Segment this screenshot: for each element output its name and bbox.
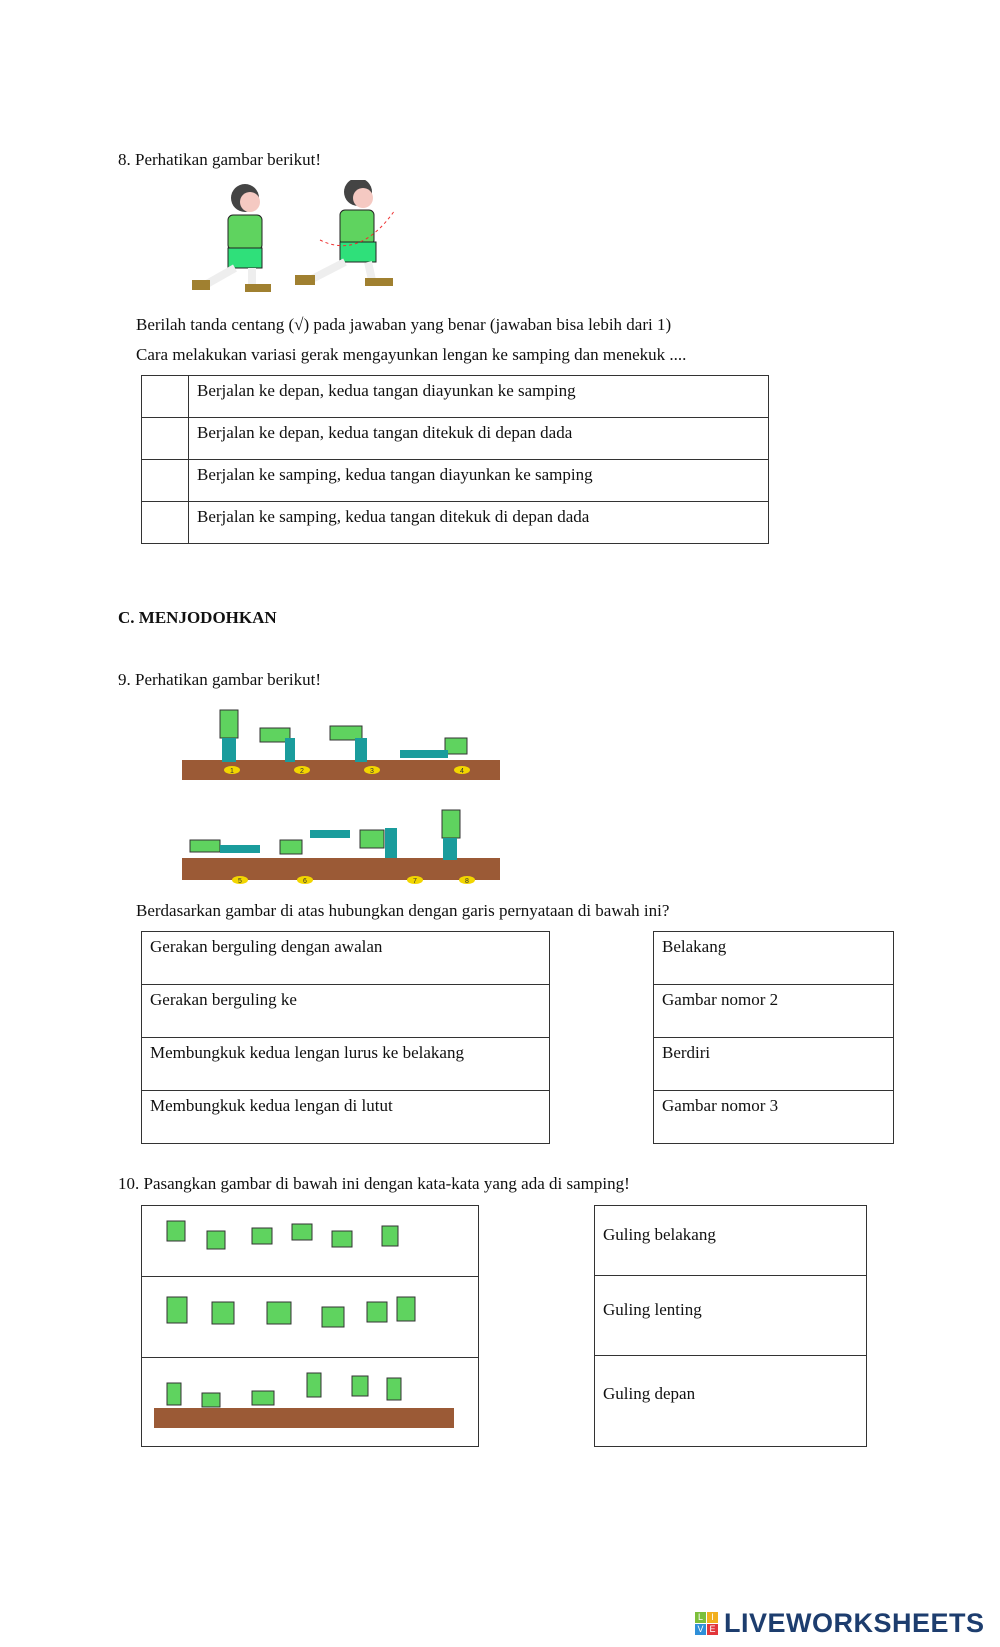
answer-cell[interactable]: Gambar nomor 2 [654,985,894,1038]
option-text: Berjalan ke samping, kedua tangan diayunkan ke samping [189,460,769,502]
handspring-image [142,1358,478,1447]
forward-roll-image [142,1206,478,1276]
checkbox-cell[interactable] [142,460,189,502]
step-number: 6 [303,878,307,885]
walking-boy-1 [192,184,271,292]
step-number: 7 [413,878,417,885]
option-text: Berjalan ke depan, kedua tangan diayunkan ke samping [189,376,769,418]
backward-roll-image [142,1277,478,1357]
checkbox-cell[interactable] [142,376,189,418]
option-text: Berjalan ke samping, kedua tangan ditekuk di depan dada [189,502,769,544]
step-number: 8 [465,878,469,885]
q8-title: 8. Perhatikan gambar berikut! [118,150,321,169]
q8-options-table [141,375,769,544]
q9-left-table [141,931,550,1144]
walking-boy-2 [295,180,395,286]
checkbox-cell[interactable] [142,418,189,460]
statement-cell[interactable]: Membungkuk kedua lengan di lutut [142,1091,550,1144]
answer-cell[interactable]: Gambar nomor 3 [654,1091,894,1144]
q8-walking-figures-image [180,180,420,295]
checkbox-cell[interactable] [142,502,189,544]
logo-icon: L I V E [695,1612,721,1636]
step-number: 2 [300,768,304,775]
q10-words-table [594,1205,867,1447]
liveworksheets-logo [695,1608,985,1639]
step-number: 1 [230,768,234,775]
q9-roll-sequence-image [180,700,505,890]
word-cell[interactable]: Guling lenting [595,1276,866,1356]
q8-question: Cara melakukan variasi gerak mengayunkan lengan ke samping dan menekuk .... [136,345,687,364]
answer-cell[interactable]: Berdiri [654,1038,894,1091]
step-number: 5 [238,878,242,885]
q8-instruction: Berilah tanda centang (√) pada jawaban yang benar (jawaban bisa lebih dari 1) [136,315,672,334]
image-cell-3[interactable] [142,1358,478,1447]
answer-cell[interactable]: Belakang [654,932,894,985]
q10-title: 10. Pasangkan gambar di bawah ini dengan kata-kata yang ada di samping! [118,1174,630,1193]
step-number: 3 [370,768,374,775]
option-row [142,502,769,544]
option-row [142,418,769,460]
word-cell[interactable]: Guling belakang [595,1206,866,1276]
statement-cell[interactable]: Gerakan berguling ke [142,985,550,1038]
section-c-heading: C. MENJODOHKAN [118,608,277,627]
q9-instruction: Berdasarkan gambar di atas hubungkan dengan garis pernyataan di bawah ini? [136,901,670,920]
image-cell-2[interactable] [142,1277,478,1358]
step-number: 4 [460,768,464,775]
word-cell[interactable]: Guling depan [603,1384,696,1403]
image-cell-1[interactable] [142,1206,478,1277]
statement-cell[interactable]: Gerakan berguling dengan awalan [142,932,550,985]
option-row [142,376,769,418]
q10-image-table [141,1205,479,1447]
q9-title: 9. Perhatikan gambar berikut! [118,670,321,689]
option-text: Berjalan ke depan, kedua tangan ditekuk di depan dada [189,418,769,460]
q9-right-table [653,931,894,1144]
logo-text: LIVEWORKSHEETS [724,1608,985,1638]
option-row [142,460,769,502]
statement-cell[interactable]: Membungkuk kedua lengan lurus ke belakang [142,1038,550,1091]
